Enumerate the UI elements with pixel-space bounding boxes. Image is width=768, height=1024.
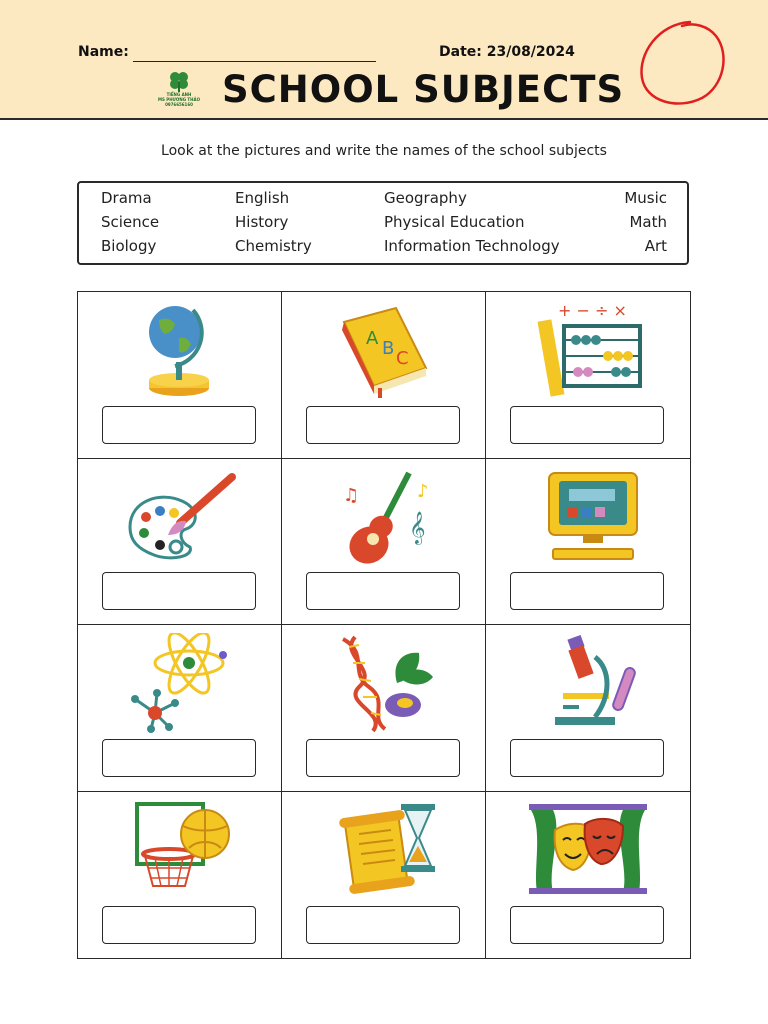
abacus-ruler-icon bbox=[528, 300, 648, 400]
grid-cell-8 bbox=[282, 625, 486, 792]
svg-text:♪: ♪ bbox=[416, 480, 428, 502]
grid-cell-3 bbox=[486, 292, 690, 459]
name-label: Name: bbox=[78, 44, 129, 60]
word-science: Science bbox=[101, 213, 160, 231]
answer-box-8[interactable] bbox=[306, 739, 460, 777]
word-music: Music bbox=[624, 189, 667, 207]
computer-icon bbox=[533, 467, 643, 567]
answer-box-1[interactable] bbox=[102, 406, 256, 444]
paint-palette-icon bbox=[120, 467, 240, 567]
word-information-technology: Information Technology bbox=[384, 237, 560, 255]
page-title: SCHOOL SUBJECTS bbox=[222, 68, 625, 111]
instructions: Look at the pictures and write the names of the school subjects bbox=[161, 143, 607, 159]
answer-box-3[interactable] bbox=[510, 406, 664, 444]
svg-text:A: A bbox=[365, 328, 378, 349]
abc-book-icon bbox=[334, 300, 434, 400]
answer-box-9[interactable] bbox=[510, 739, 664, 777]
basketball-hoop-icon bbox=[125, 800, 235, 900]
grid-cell-5 bbox=[282, 459, 486, 626]
drama-masks-icon bbox=[523, 800, 653, 900]
header-banner bbox=[0, 0, 768, 120]
word-biology: Biology bbox=[101, 237, 157, 255]
grid-cell-9 bbox=[486, 625, 690, 792]
atom-molecule-icon bbox=[125, 633, 235, 733]
logo bbox=[155, 70, 203, 108]
dna-plant-icon bbox=[329, 633, 439, 733]
red-circle-mark-icon bbox=[628, 14, 738, 114]
grid-cell-7 bbox=[78, 625, 282, 792]
svg-text:C: C bbox=[395, 348, 409, 369]
logo-line-3: 0976656160 bbox=[165, 102, 193, 107]
word-bank bbox=[77, 181, 689, 265]
word-math: Math bbox=[629, 213, 667, 231]
word-drama: Drama bbox=[101, 189, 152, 207]
date-label: Date: 23/08/2024 bbox=[439, 44, 575, 60]
grid-cell-1 bbox=[78, 292, 282, 459]
answer-box-11[interactable] bbox=[306, 906, 460, 944]
logo-line-1: TIẾNG ANH bbox=[166, 92, 192, 97]
word-physical-education: Physical Education bbox=[384, 213, 525, 231]
answer-box-12[interactable] bbox=[510, 906, 664, 944]
grid-cell-4 bbox=[78, 459, 282, 626]
answer-box-2[interactable] bbox=[306, 406, 460, 444]
answer-box-7[interactable] bbox=[102, 739, 256, 777]
grid-cell-6 bbox=[486, 459, 690, 626]
answer-box-4[interactable] bbox=[102, 572, 256, 610]
answer-box-10[interactable] bbox=[102, 906, 256, 944]
answer-box-6[interactable] bbox=[510, 572, 664, 610]
word-art: Art bbox=[644, 237, 667, 255]
microscope-test-tube-icon bbox=[533, 633, 643, 733]
guitar-music-notes-icon bbox=[329, 467, 439, 567]
globe-icon bbox=[135, 300, 225, 400]
word-english: English bbox=[235, 189, 290, 207]
word-geography: Geography bbox=[384, 189, 467, 207]
logo-line-2: MS PHƯƠNG THẢO bbox=[158, 97, 200, 102]
svg-text:𝄞: 𝄞 bbox=[408, 510, 426, 544]
grid-cell-2 bbox=[282, 292, 486, 459]
word-history: History bbox=[235, 213, 289, 231]
grid-cell-11 bbox=[282, 792, 486, 959]
svg-text:+ − ÷ ×: + − ÷ × bbox=[558, 301, 627, 320]
grid-cell-10 bbox=[78, 792, 282, 959]
scroll-hourglass-icon bbox=[329, 800, 439, 900]
word-chemistry: Chemistry bbox=[235, 237, 312, 255]
grid-cell-12 bbox=[486, 792, 690, 959]
clover-icon bbox=[167, 70, 191, 92]
picture-grid bbox=[77, 291, 691, 959]
svg-text:♫: ♫ bbox=[342, 484, 359, 506]
answer-box-5[interactable] bbox=[306, 572, 460, 610]
svg-text:B: B bbox=[381, 338, 394, 359]
name-write-line[interactable] bbox=[133, 61, 376, 62]
